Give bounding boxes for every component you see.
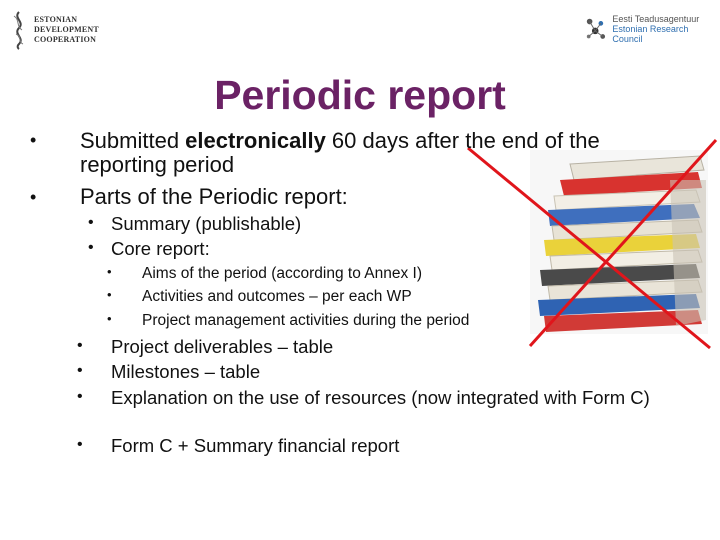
bullet-icon: •: [77, 337, 83, 354]
sub-sub-item: Activities and outcomes – per each WP: [142, 288, 412, 305]
sub-item: Project deliverables – table: [111, 336, 334, 357]
sub-sub-item: Project management activities during the period: [142, 312, 470, 329]
bullet-icon: •: [77, 388, 83, 405]
logo-line-eng: Estonian Research Council: [612, 24, 689, 44]
bullet-icon: •: [107, 311, 112, 326]
estonian-research-council-logo: [584, 14, 714, 44]
sub-item: Form C + Summary financial report: [111, 435, 400, 456]
bullet-icon: •: [88, 239, 94, 256]
logo-line-3: COOPERATION: [34, 35, 97, 44]
item-text-pre: Submitted: [80, 128, 186, 153]
sub-item: Milestones – table: [111, 361, 261, 382]
item-text-post: 60 days after the end of the reporting period: [80, 128, 600, 177]
molecule-icon: [584, 15, 608, 43]
logo-line-est: Eesti Teadusagentuur: [612, 14, 700, 24]
list-item-submitted: [80, 129, 660, 177]
bullet-icon: •: [88, 214, 94, 231]
sub-item: Summary (publishable): [111, 213, 302, 234]
bullet-icon: •: [77, 362, 83, 379]
sub-sub-item: Aims of the period (according to Annex I): [142, 265, 423, 282]
estonian-development-cooperation-logo: [10, 8, 120, 52]
sub-item: Core report:: [111, 238, 210, 259]
sub-item: Explanation on the use of resources (now integrated with Form C): [111, 387, 650, 408]
bullet-icon: •: [30, 187, 37, 207]
item-text-bold: electronically: [185, 128, 326, 153]
logo-line-2: DEVELOPMENT: [34, 25, 99, 34]
bullet-icon: •: [77, 436, 83, 453]
bullet-icon: •: [107, 287, 112, 302]
slide-title: Periodic report: [214, 72, 506, 118]
logo-line-1: ESTONIAN: [34, 15, 78, 24]
ornament-icon: [10, 10, 28, 50]
bullet-icon: •: [107, 264, 112, 279]
list-item-parts: Parts of the Periodic report:: [80, 184, 348, 209]
bullet-icon: •: [30, 130, 37, 150]
